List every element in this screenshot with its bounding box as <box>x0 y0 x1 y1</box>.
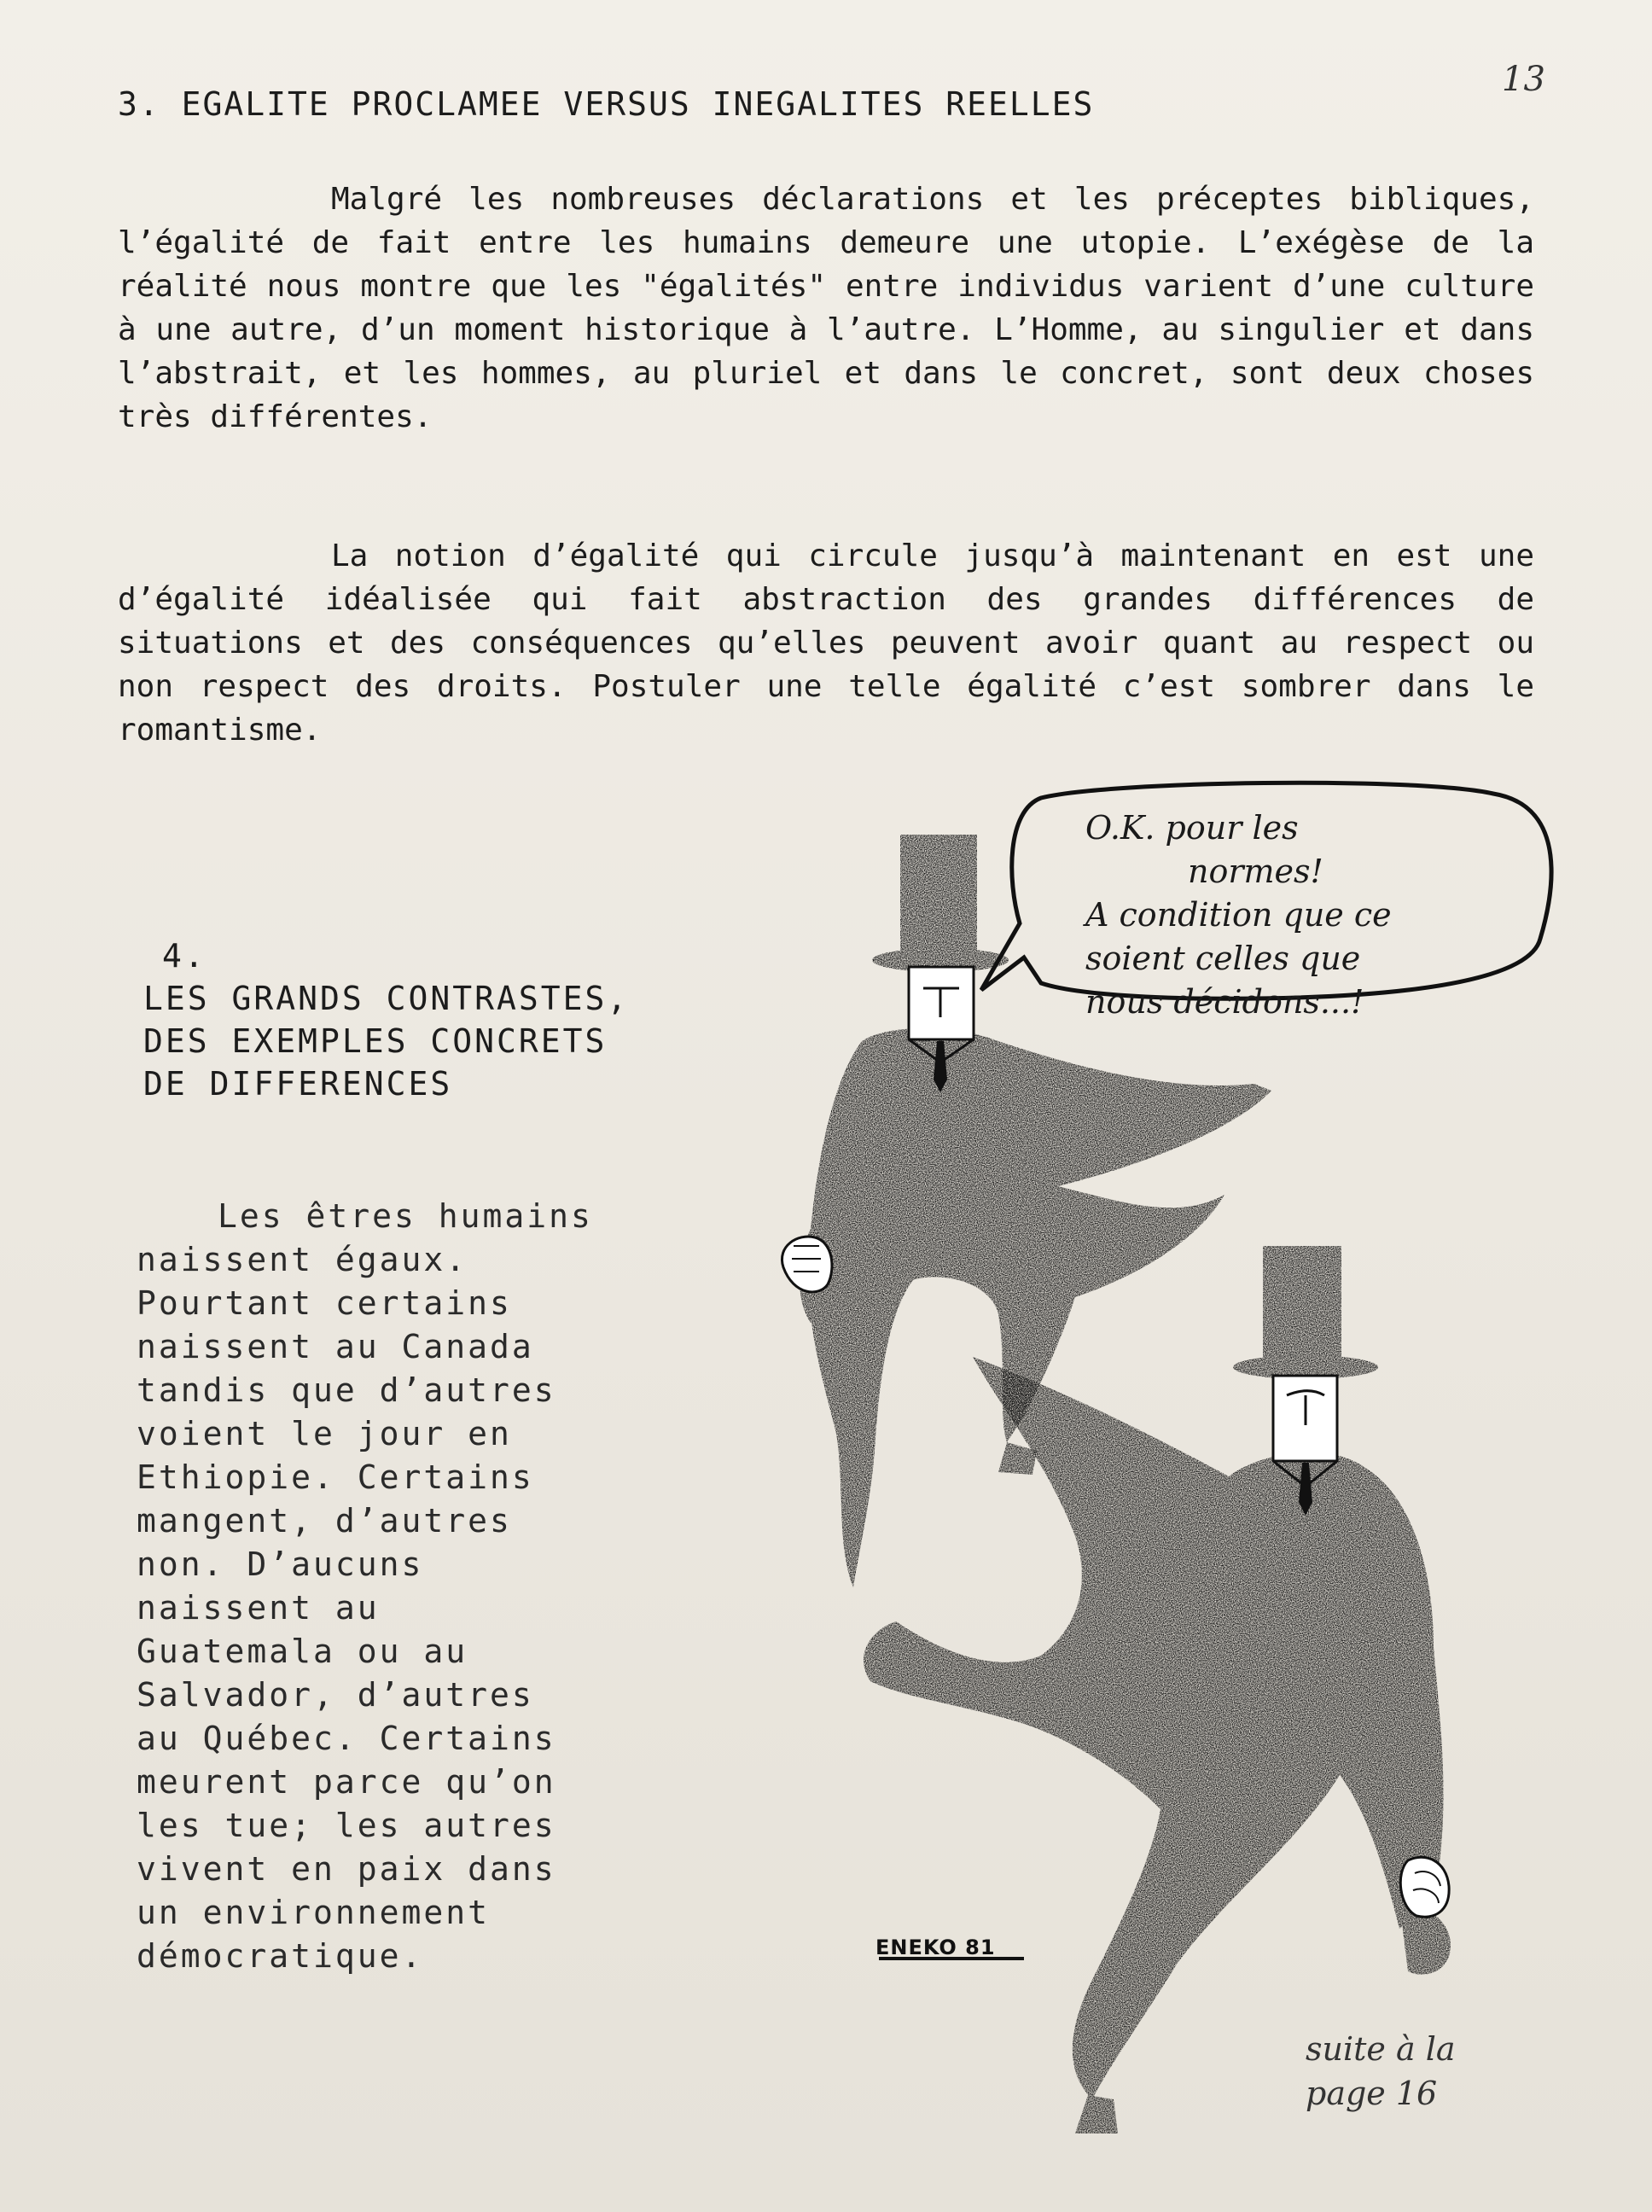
body-line: meurent parce qu’on <box>137 1763 556 1801</box>
continued-line: suite à la <box>1306 2030 1456 2068</box>
body-line: au Québec. Certains <box>137 1720 556 1757</box>
speech-line: A condition que ce <box>1085 896 1392 934</box>
section-4-title-line: DE DIFFERENCES <box>143 1065 453 1103</box>
section-4-number: 4. <box>162 937 206 975</box>
continued-line: page 16 <box>1306 2075 1438 2112</box>
body-line: Guatemala ou au <box>137 1633 468 1670</box>
body-line: vivent en paix dans <box>137 1850 556 1888</box>
speech-bubble-text <box>1077 806 1521 1024</box>
body-line: voient le jour en <box>137 1415 512 1452</box>
body-line: mangent, d’autres <box>137 1502 512 1540</box>
speech-line: nous décidons...! <box>1085 983 1364 1021</box>
section-4-heading <box>143 934 629 1105</box>
page-number: 13 <box>1502 60 1545 99</box>
section-3-paragraph-2: La notion d’égalité qui circule jusqu’à maintenant en est une d’égalité idéalisée qui fait abstraction des grandes différences de situations et des conséquences qu’elles peuvent avoir quant au respect ou non respect des droits. Postuler une telle égalité c’est sombrer dans le romantisme. <box>118 538 1534 748</box>
section-4-title-line: DES EXEMPLES CONCRETS <box>143 1022 608 1060</box>
body-line: naissent égaux. <box>137 1241 468 1278</box>
speech-line: normes! <box>1188 853 1323 890</box>
body-line: naissent au Canada <box>137 1328 534 1365</box>
body-line: Salvador, d’autres <box>137 1676 534 1714</box>
section-4-title-line: LES GRANDS CONTRASTES, <box>143 980 630 1017</box>
body-line: naissent au <box>137 1589 380 1627</box>
body-line: Ethiopie. Certains <box>137 1458 534 1496</box>
body-line: tandis que d’autres <box>137 1371 556 1409</box>
continued-note <box>1306 2027 1456 2116</box>
section-3-heading: 3. EGALITE PROCLAMEE VERSUS INEGALITES REELLES <box>118 85 1095 123</box>
body-line: un environnement <box>137 1894 491 1931</box>
speech-line: O.K. pour les <box>1085 809 1299 847</box>
body-line: Les êtres humains <box>218 1197 593 1235</box>
speech-line: soient celles que <box>1085 940 1361 977</box>
artist-signature: ENEKO 81 <box>875 1936 996 1959</box>
body-line: Pourtant certains <box>137 1284 512 1322</box>
body-line: démocratique. <box>137 1937 424 1975</box>
bottom-figure <box>864 1246 1451 2133</box>
body-line: les tue; les autres <box>137 1807 556 1844</box>
body-line: non. D’aucuns <box>137 1545 424 1583</box>
section-4-body <box>137 1195 683 1978</box>
section-3-paragraph-1: Malgré les nombreuses déclarations et les préceptes bibliques, l’égalité de fait entre les humains demeure une utopie. L’exégèse de la réalité nous montre que les "égalités" entre individus varient d’une culture à une autre, d’un moment historique à l’autre. L’Homme, au singulier et dans l’abstrait, et les hommes, au pluriel et dans le concret, sont deux choses très différentes. <box>118 182 1534 434</box>
